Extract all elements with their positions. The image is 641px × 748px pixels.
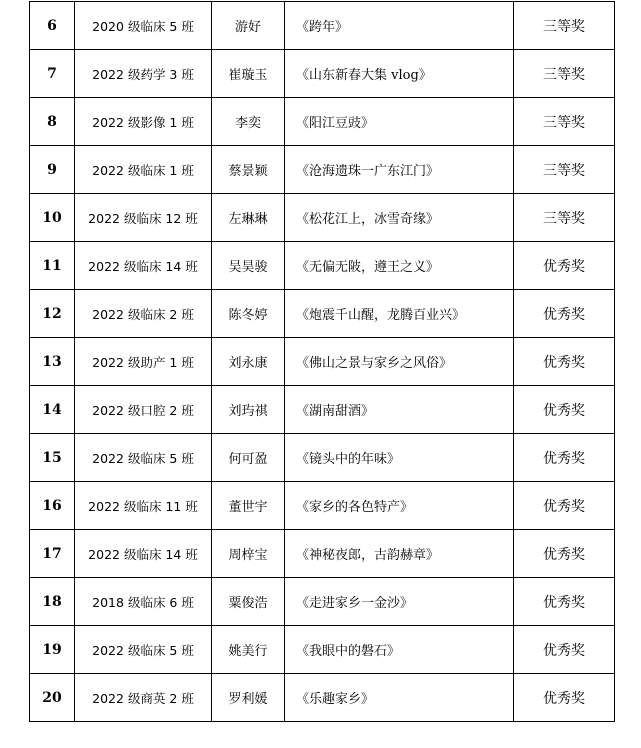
work-title-cell: 《佛山之景与家乡之风俗》	[285, 338, 514, 386]
row-number: 6	[30, 2, 75, 50]
work-title-cell: 《沧海遗珠一广东江门》	[285, 146, 514, 194]
row-number: 9	[30, 146, 75, 194]
award-cell: 三等奖	[514, 2, 615, 50]
class-cell: 2022 级临床 5 班	[75, 626, 212, 674]
row-number: 19	[30, 626, 75, 674]
row-number: 11	[30, 242, 75, 290]
row-number: 8	[30, 98, 75, 146]
name-cell: 刘玙祺	[212, 386, 285, 434]
table-row	[30, 146, 615, 194]
row-number: 13	[30, 338, 75, 386]
class-cell: 2022 级临床 14 班	[75, 530, 212, 578]
class-cell: 2018 级临床 6 班	[75, 578, 212, 626]
award-cell: 三等奖	[514, 98, 615, 146]
work-title-cell: 《镜头中的年味》	[285, 434, 514, 482]
class-cell: 2022 级药学 3 班	[75, 50, 212, 98]
name-cell: 罗利媛	[212, 674, 285, 722]
name-cell: 何可盈	[212, 434, 285, 482]
work-title-cell: 《我眼中的磐石》	[285, 626, 514, 674]
work-title-cell: 《跨年》	[285, 2, 514, 50]
class-cell: 2022 级商英 2 班	[75, 674, 212, 722]
award-cell: 三等奖	[514, 146, 615, 194]
award-cell: 三等奖	[514, 50, 615, 98]
award-cell: 三等奖	[514, 194, 615, 242]
award-cell: 优秀奖	[514, 338, 615, 386]
class-cell: 2022 级影像 1 班	[75, 98, 212, 146]
class-cell: 2022 级口腔 2 班	[75, 386, 212, 434]
awards-table	[29, 1, 615, 722]
class-cell: 2022 级临床 2 班	[75, 290, 212, 338]
work-title-cell: 《山东新春大集 vlog》	[285, 50, 514, 98]
award-cell: 优秀奖	[514, 578, 615, 626]
row-number: 17	[30, 530, 75, 578]
table-row	[30, 290, 615, 338]
class-cell: 2022 级临床 11 班	[75, 482, 212, 530]
row-number: 10	[30, 194, 75, 242]
name-cell: 左琳琳	[212, 194, 285, 242]
class-cell: 2022 级临床 12 班	[75, 194, 212, 242]
table-row	[30, 386, 615, 434]
table-row	[30, 194, 615, 242]
table-row	[30, 530, 615, 578]
work-title-cell: 《炮震千山醒，龙腾百业兴》	[285, 290, 514, 338]
work-title-cell: 《松花江上，冰雪奇缘》	[285, 194, 514, 242]
name-cell: 姚美行	[212, 626, 285, 674]
name-cell: 董世宇	[212, 482, 285, 530]
table-row	[30, 338, 615, 386]
row-number: 18	[30, 578, 75, 626]
work-title-cell: 《阳江豆豉》	[285, 98, 514, 146]
class-cell: 2022 级助产 1 班	[75, 338, 212, 386]
work-title-cell: 《无偏无陂，遵王之义》	[285, 242, 514, 290]
award-cell: 优秀奖	[514, 242, 615, 290]
name-cell: 蔡景颖	[212, 146, 285, 194]
table-row	[30, 578, 615, 626]
name-cell: 周梓宝	[212, 530, 285, 578]
class-cell: 2020 级临床 5 班	[75, 2, 212, 50]
table-row	[30, 626, 615, 674]
row-number: 12	[30, 290, 75, 338]
row-number: 20	[30, 674, 75, 722]
award-cell: 优秀奖	[514, 290, 615, 338]
award-cell: 优秀奖	[514, 386, 615, 434]
work-title-cell: 《神秘夜郎，古韵赫章》	[285, 530, 514, 578]
table-row	[30, 482, 615, 530]
work-title-cell: 《乐趣家乡》	[285, 674, 514, 722]
table-row	[30, 242, 615, 290]
work-title-cell: 《走进家乡一金沙》	[285, 578, 514, 626]
work-title-cell: 《湖南甜酒》	[285, 386, 514, 434]
row-number: 14	[30, 386, 75, 434]
table-row	[30, 2, 615, 50]
row-number: 16	[30, 482, 75, 530]
award-cell: 优秀奖	[514, 434, 615, 482]
name-cell: 陈冬婷	[212, 290, 285, 338]
table-row	[30, 50, 615, 98]
work-title-cell: 《家乡的各色特产》	[285, 482, 514, 530]
award-cell: 优秀奖	[514, 482, 615, 530]
class-cell: 2022 级临床 5 班	[75, 434, 212, 482]
name-cell: 崔璇玉	[212, 50, 285, 98]
table-row	[30, 434, 615, 482]
awards-table-body	[30, 2, 615, 722]
award-cell: 优秀奖	[514, 626, 615, 674]
name-cell: 游好	[212, 2, 285, 50]
table-row	[30, 674, 615, 722]
name-cell: 刘永康	[212, 338, 285, 386]
name-cell: 李奕	[212, 98, 285, 146]
class-cell: 2022 级临床 1 班	[75, 146, 212, 194]
class-cell: 2022 级临床 14 班	[75, 242, 212, 290]
name-cell: 吴昊骏	[212, 242, 285, 290]
table-row	[30, 98, 615, 146]
award-cell: 优秀奖	[514, 674, 615, 722]
award-cell: 优秀奖	[514, 530, 615, 578]
row-number: 7	[30, 50, 75, 98]
name-cell: 粟俊浩	[212, 578, 285, 626]
row-number: 15	[30, 434, 75, 482]
